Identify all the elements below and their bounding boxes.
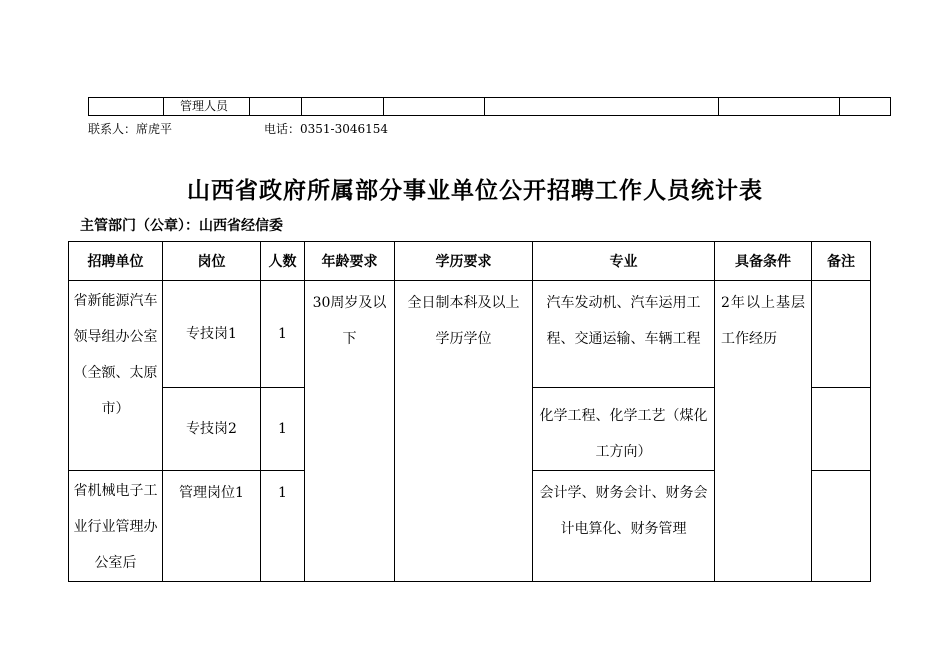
table-cell bbox=[485, 98, 719, 116]
table-cell bbox=[302, 98, 384, 116]
position-cell: 管理人员 bbox=[164, 98, 250, 116]
unit-cell: 省机械电子工业行业管理办公室后 bbox=[69, 471, 163, 582]
page-title: 山西省政府所属部分事业单位公开招聘工作人员统计表 bbox=[187, 178, 763, 204]
note-cell bbox=[812, 471, 871, 582]
note-cell bbox=[812, 388, 871, 471]
header-note: 备注 bbox=[812, 242, 871, 281]
post-cell: 管理岗位1 bbox=[163, 471, 261, 582]
table-cell bbox=[384, 98, 485, 116]
table-row bbox=[89, 98, 891, 116]
contact-person: 联系人：席虎平 bbox=[88, 122, 173, 136]
count-cell: 1 bbox=[261, 281, 305, 388]
note-cell bbox=[812, 281, 871, 388]
department-line: 主管部门（公章）：山西省经信委 bbox=[80, 218, 283, 234]
post-cell: 专技岗2 bbox=[163, 388, 261, 471]
age-cell: 30周岁及以下 bbox=[305, 281, 395, 582]
condition-cell: 2年以上基层工作经历 bbox=[715, 281, 812, 582]
header-row bbox=[69, 242, 871, 281]
table-cell bbox=[89, 98, 164, 116]
table-row bbox=[69, 281, 871, 388]
header-education: 学历要求 bbox=[395, 242, 533, 281]
header-unit: 招聘单位 bbox=[69, 242, 163, 281]
unit-cell: 省新能源汽车领导组办公室（全额、太原市） bbox=[69, 281, 163, 471]
education-cell: 全日制本科及以上学历学位 bbox=[395, 281, 533, 582]
post-cell: 专技岗1 bbox=[163, 281, 261, 388]
count-cell: 1 bbox=[261, 471, 305, 582]
header-major: 专业 bbox=[533, 242, 715, 281]
header-post: 岗位 bbox=[163, 242, 261, 281]
major-cell: 会计学、财务会计、财务会计电算化、财务管理 bbox=[533, 471, 715, 582]
count-cell: 1 bbox=[261, 388, 305, 471]
previous-table-fragment bbox=[88, 97, 891, 116]
header-count: 人数 bbox=[261, 242, 305, 281]
major-cell: 汽车发动机、汽车运用工程、交通运输、车辆工程 bbox=[533, 281, 715, 388]
major-cell: 化学工程、化学工艺（煤化工方向） bbox=[533, 388, 715, 471]
header-age: 年龄要求 bbox=[305, 242, 395, 281]
recruitment-table bbox=[68, 241, 871, 582]
table-cell bbox=[250, 98, 302, 116]
contact-line bbox=[88, 120, 389, 137]
table-cell bbox=[840, 98, 891, 116]
header-condition: 具备条件 bbox=[715, 242, 812, 281]
contact-phone: 电话：0351-3046154 bbox=[264, 122, 389, 136]
table-cell bbox=[719, 98, 840, 116]
